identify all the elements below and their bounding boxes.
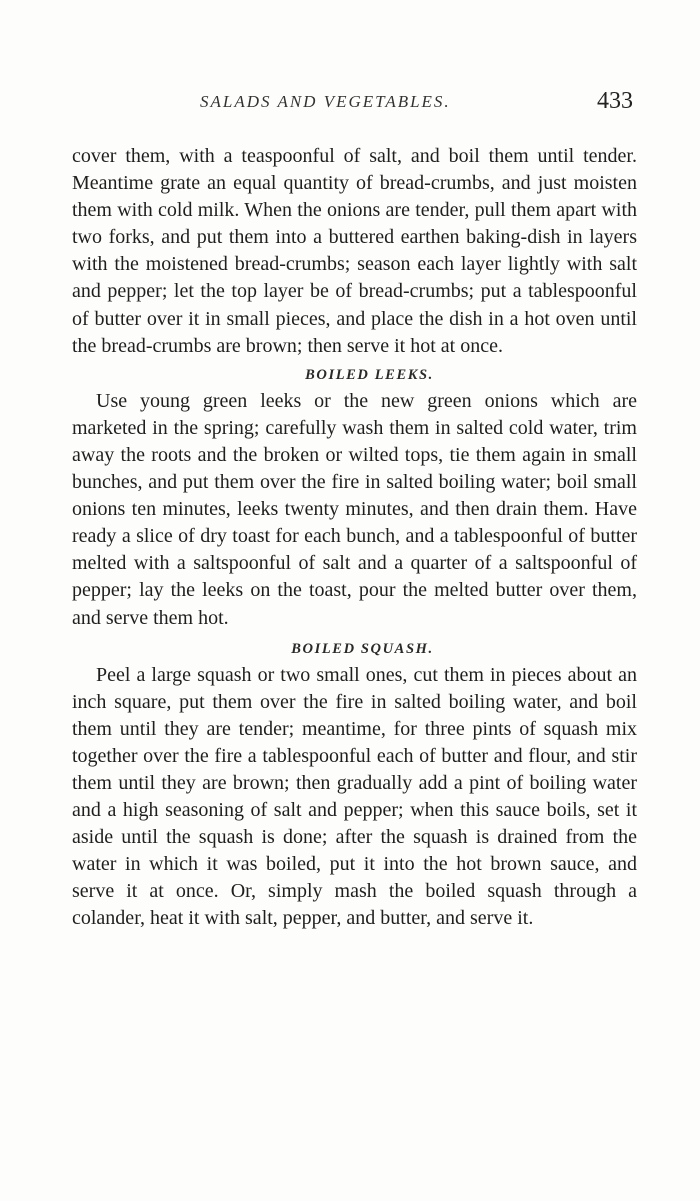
paragraph-boiled-squash: Peel a large squash or two small ones, cut them in pieces about an inch square, put them over the fire in salted boiling water, and boil them until they are tender; meantime, for three pints of squash mix together over the fire a tablespoonful each of butter and flour, and stir them until they are brown; then gradually add a pint of boiling water and a high seasoning of salt and pepper; when this sauce boils, set it aside until the squash is done; after the squash is drained from the water in which it was boiled, put it into the hot brown sauce, and serve it at once. Or, simply mash the boiled squash through a colander, heat it with salt, pepper, and butter, and serve it. — [72, 663, 637, 930]
section-heading-boiled-leeks: BOILED LEEKS. — [305, 366, 434, 383]
paragraph-boiled-leeks: Use young green leeks or the new green onions which are marketed in the spring; carefully wash them in salted cold water, trim away the roots and the broken or wilted tops, tie them again in small bunches, and put them over the fire in salted boiling water; boil small onions ten minutes, leeks twenty minutes, and then drain them. Have ready a slice of dry toast for each bunch, and a tablespoonful of butter melted with a saltspoonful of salt and a quarter of a saltspoonful of pepper; lay the leeks on the toast, pour the melted butter over them, and serve them hot. — [72, 389, 637, 629]
paragraph-onions-continued: cover them, with a teaspoonful of salt, and boil them until tender. Meantime grate an equal quantity of bread-crumbs, and just moisten them with cold milk. When the onions are tender, pull them apart with two forks, and put them into a buttered earthen baking-dish in layers with the moistened bread-crumbs; season each layer lightly with salt and pepper; let the top layer be of bread-crumbs; put a tablespoonful of butter over it in small pieces, and place the dish in a hot oven until the bread-crumbs are brown; then serve it hot at once. — [72, 145, 637, 357]
page-body — [72, 143, 637, 933]
page-number: 433 — [597, 88, 633, 114]
section-heading-boiled-squash: BOILED SQUASH. — [291, 640, 434, 657]
running-title: SALADS AND VEGETABLES. — [200, 92, 451, 111]
